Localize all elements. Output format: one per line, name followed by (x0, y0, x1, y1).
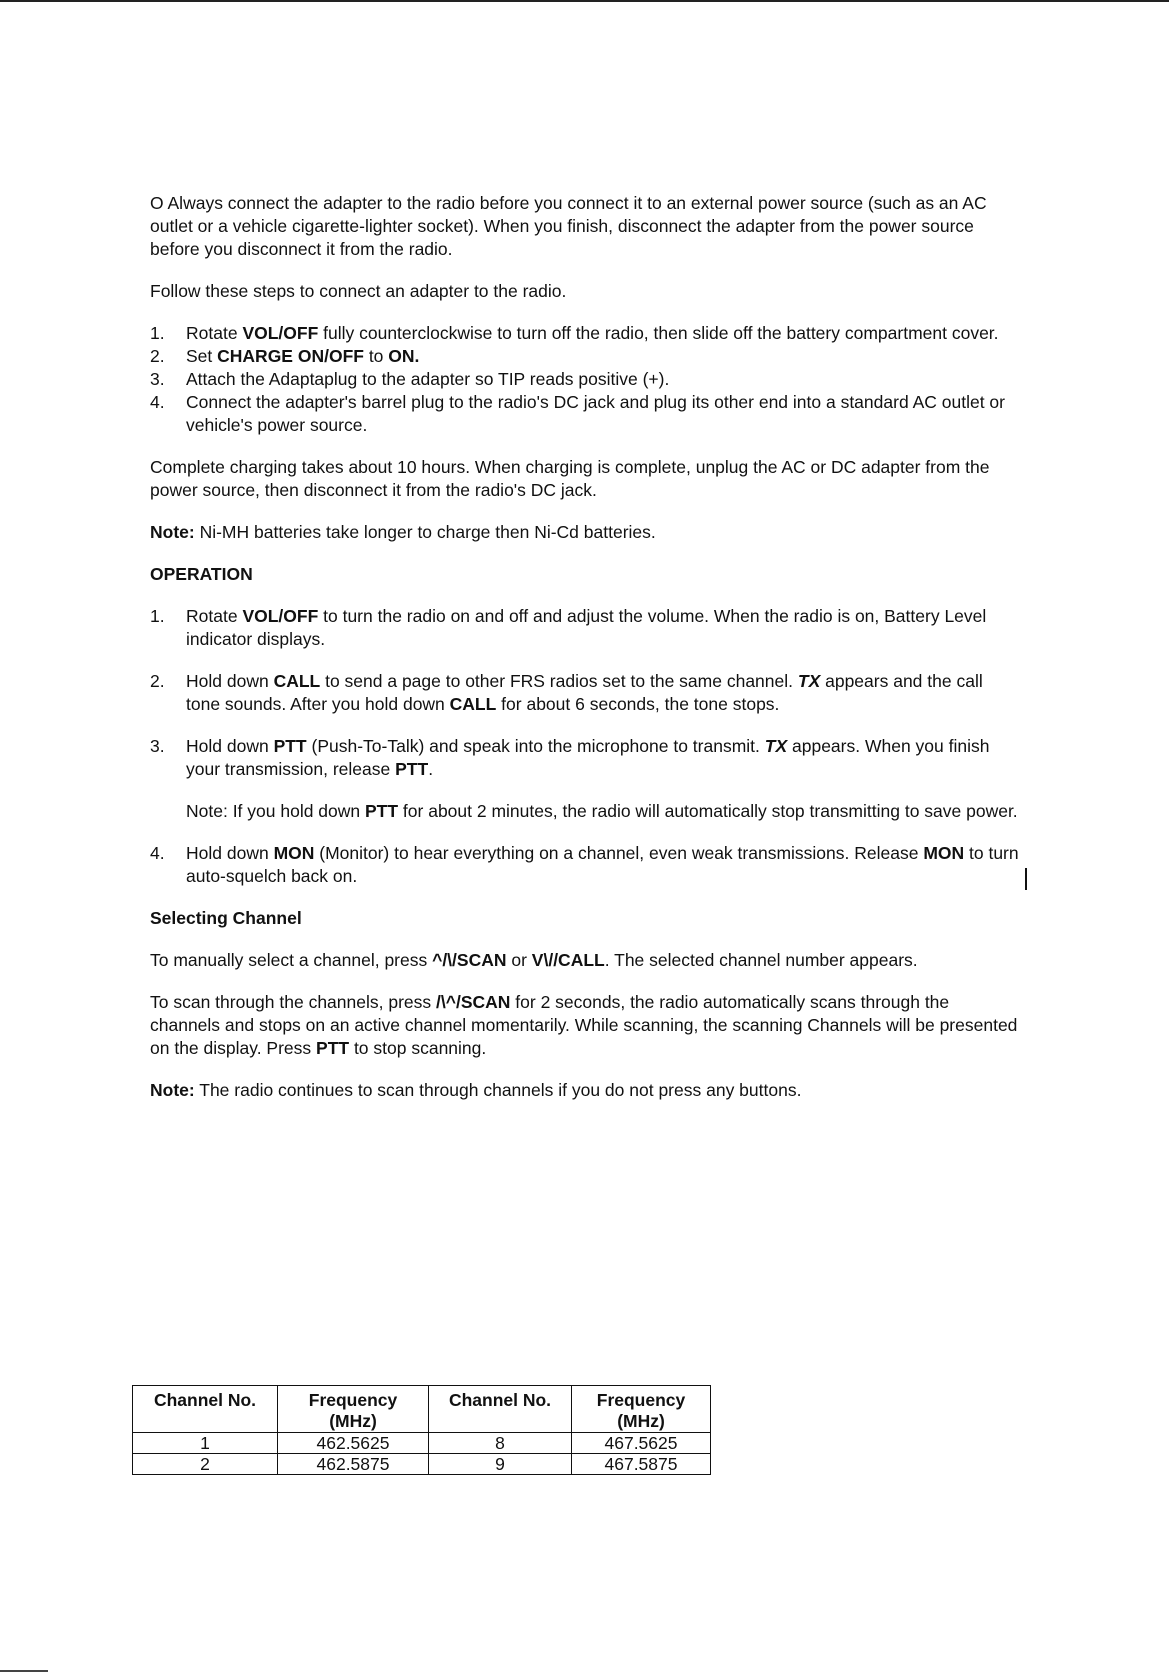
list-item: 4. Connect the adapter's barrel plug to the radio's DC jack and plug its other end into a standard AC outlet or vehicle's power source. (150, 392, 1005, 435)
list-item: 1. Rotate VOL/OFF fully counterclockwise to turn off the radio, then slide off the battery compartment cover. (150, 323, 999, 343)
table-cell: 467.5625 (572, 1433, 711, 1454)
charging-paragraph: Complete charging takes about 10 hours. When charging is complete, unplug the AC or DC adapter from the power source, then disconnect it from the radio's DC jack. (150, 457, 990, 500)
operation-heading: OPERATION (150, 564, 253, 584)
selecting-channel-heading: Selecting Channel (150, 908, 302, 928)
table-row (133, 1433, 711, 1454)
column-header: Frequency (MHz) (278, 1386, 429, 1433)
table-cell: 2 (133, 1454, 278, 1475)
list-item: 4. Hold down MON (Monitor) to hear everything on a channel, even weak transmissions. Release MON to turn auto-squelch back on. (150, 843, 1019, 886)
manual-select-paragraph: To manually select a channel, press ^/\/SCAN or V\//CALL. The selected channel number appears. (150, 950, 918, 970)
charging-note: Note: Ni-MH batteries take longer to charge then Ni-Cd batteries. (150, 522, 656, 542)
revision-bar (1025, 868, 1027, 890)
scan-bottom-mark (0, 1670, 48, 1672)
channel-frequency-table (132, 1385, 711, 1475)
table-cell: 9 (429, 1454, 572, 1475)
table-cell: 1 (133, 1433, 278, 1454)
table-row (133, 1454, 711, 1475)
list-item: 3. Hold down PTT (Push-To-Talk) and speak into the microphone to transmit. TX appears. When you finish your transmission, release PTT. Note: If you hold down PTT for about 2 minutes, the radio will automatically stop transmitting to save power. (150, 735, 1020, 823)
caution-paragraph: O Always connect the adapter to the radio before you connect it to an external power source (such as an AC outlet or a vehicle cigarette-lighter socket). When you finish, disconnect the adapter from the power source before you disconnect it from the radio. (150, 193, 987, 259)
column-header: Channel No. (429, 1386, 572, 1433)
table-cell: 462.5625 (278, 1433, 429, 1454)
document-page (150, 192, 1020, 1121)
table-header-row (133, 1386, 711, 1433)
list-item: 1. Rotate VOL/OFF to turn the radio on and off and adjust the volume. When the radio is on, Battery Level indicator displays. (150, 606, 987, 649)
operation-steps-list (150, 605, 1020, 888)
column-header: Channel No. (133, 1386, 278, 1433)
list-item: 2. Hold down CALL to send a page to other FRS radios set to the same channel. TX appears and the call tone sounds. After you hold down CALL for about 6 seconds, the tone stops. (150, 671, 983, 714)
table-cell: 462.5875 (278, 1454, 429, 1475)
follow-steps-paragraph: Follow these steps to connect an adapter to the radio. (150, 281, 567, 301)
scan-note: Note: The radio continues to scan through channels if you do not press any buttons. (150, 1080, 802, 1100)
table-cell: 467.5875 (572, 1454, 711, 1475)
list-item: 2. Set CHARGE ON/OFF to ON. (150, 346, 420, 366)
ptt-timeout-note: Note: If you hold down PTT for about 2 minutes, the radio will automatically stop transmitting to save power. (186, 801, 1018, 821)
column-header: Frequency (MHz) (572, 1386, 711, 1433)
list-item: 3. Attach the Adaptaplug to the adapter so TIP reads positive (+). (150, 369, 670, 389)
scan-edge-line (0, 0, 1169, 2)
adapter-steps-list (150, 322, 1020, 437)
scan-paragraph: To scan through the channels, press /\^/SCAN for 2 seconds, the radio automatically scans through the channels and stops on an active channel momentarily. While scanning, the scanning Channels will be presented on the display. Press PTT to stop scanning. (150, 992, 1018, 1058)
table-cell: 8 (429, 1433, 572, 1454)
